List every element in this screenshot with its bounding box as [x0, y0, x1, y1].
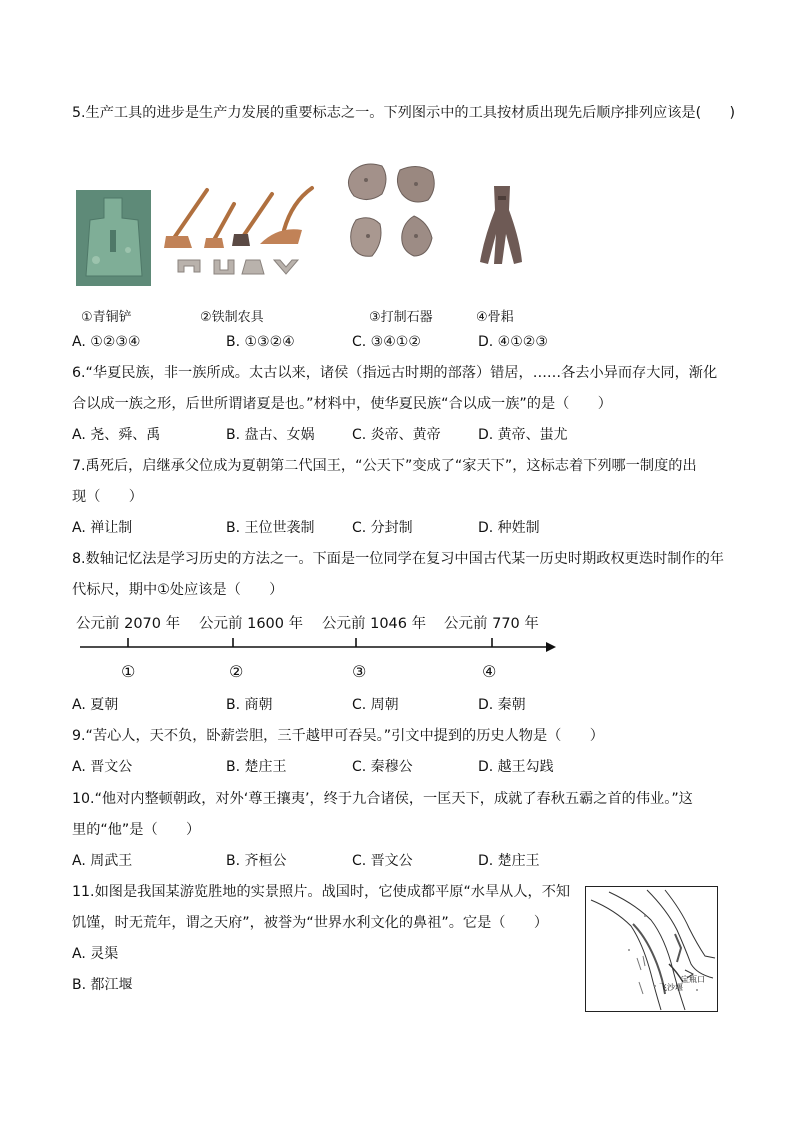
- q10-option-b[interactable]: B. 齐桓公: [226, 853, 287, 869]
- q8-option-d[interactable]: D. 秦朝: [478, 697, 526, 713]
- question-11-line-2: 饥馑，时无荒年，谓之天府”，被誉为“世界水利文化的鼻祖”。它是（ ）: [72, 915, 549, 931]
- q6-option-d[interactable]: D. 黄帝、蚩尤: [478, 427, 568, 443]
- map-label-feishayan: 飞沙堰: [659, 983, 683, 992]
- caption-bronze-shovel: ①青铜铲: [81, 310, 132, 325]
- timeline-mark-4: ④: [482, 662, 497, 681]
- timeline-label-2: 公元前 1600 年: [199, 616, 304, 632]
- caption-bone-plough: ④骨耜: [476, 310, 514, 325]
- bronze-shovel-image: [76, 190, 151, 286]
- bone-plough-image: [476, 184, 526, 268]
- question-7-line-2: 现（ ）: [72, 489, 143, 505]
- q5-option-d[interactable]: D. ④①②③: [478, 334, 548, 350]
- question-6-line-1: 6.“华夏民族，非一族所成。太古以来，诸侯（指远古时期的部落）错居，……各去小异而存大同，渐化: [72, 365, 718, 381]
- q10-option-a[interactable]: A. 周武王: [72, 853, 133, 869]
- q9-option-a[interactable]: A. 晋文公: [72, 759, 133, 775]
- iron-tools-image: [162, 182, 322, 286]
- q6-option-b[interactable]: B. 盘古、女娲: [226, 427, 315, 443]
- question-8-line-1: 8.数轴记忆法是学习历史的方法之一。下面是一位同学在复习中国古代某一历史时期政权更迭时制作的年: [72, 551, 724, 567]
- q10-option-d[interactable]: D. 楚庄王: [478, 853, 540, 869]
- q9-option-d[interactable]: D. 越王勾践: [478, 759, 554, 775]
- caption-stone-tools: ③打制石器: [369, 310, 433, 325]
- q11-option-b[interactable]: B. 都江堰: [72, 977, 133, 993]
- timeline-label-3: 公元前 1046 年: [322, 616, 427, 632]
- question-6-line-2: 合以成一族之形，后世所谓诸夏是也。”材料中，使华夏民族“合以成一族”的是（ ）: [72, 396, 612, 412]
- dujiangyan-map: [585, 886, 718, 1012]
- q7-option-c[interactable]: C. 分封制: [352, 520, 413, 536]
- map-label-baopingkou: 宝瓶口: [681, 975, 705, 984]
- q6-option-c[interactable]: C. 炎帝、黄帝: [352, 427, 441, 443]
- q5-option-a[interactable]: A. ①②③④: [72, 334, 141, 350]
- q7-option-d[interactable]: D. 种姓制: [478, 520, 540, 536]
- q7-option-b[interactable]: B. 王位世袭制: [226, 520, 315, 536]
- q8-option-b[interactable]: B. 商朝: [226, 697, 273, 713]
- timeline-mark-3: ③: [352, 662, 367, 681]
- timeline-mark-2: ②: [229, 662, 244, 681]
- caption-iron-tools: ②铁制农具: [200, 310, 264, 325]
- q9-option-c[interactable]: C. 秦穆公: [352, 759, 413, 775]
- question-10-line-2: 里的“他”是（ ）: [72, 822, 201, 838]
- q9-option-b[interactable]: B. 楚庄王: [226, 759, 287, 775]
- question-7-line-1: 7.禹死后，启继承父位成为夏朝第二代国王，“公天下”变成了“家天下”，这标志着下列哪一制度的出: [72, 458, 697, 474]
- chipped-stone-tools-image: [342, 160, 442, 274]
- timeline-axis: [80, 636, 560, 658]
- timeline-mark-1: ①: [121, 662, 136, 681]
- timeline-label-1: 公元前 2070 年: [76, 616, 181, 632]
- q8-option-a[interactable]: A. 夏朝: [72, 697, 119, 713]
- question-5-text: 5.生产工具的进步是生产力发展的重要标志之一。下列图示中的工具按材质出现先后顺序排列应该是( ): [72, 105, 736, 121]
- question-8-line-2: 代标尺，期中①处应该是（ ）: [72, 582, 284, 598]
- q8-option-c[interactable]: C. 周朝: [352, 697, 399, 713]
- q10-option-c[interactable]: C. 晋文公: [352, 853, 413, 869]
- question-10-line-1: 10.“他对内整顿朝政，对外‘尊王攘夷’，终于九合诸侯，一匡天下，成就了春秋五霸之首的伟业。”这: [72, 791, 693, 807]
- q7-option-a[interactable]: A. 禅让制: [72, 520, 133, 536]
- question-11-line-1: 11.如图是我国某游览胜地的实景照片。战国时，它使成都平原“水旱从人，不知: [72, 884, 571, 900]
- timeline-label-4: 公元前 770 年: [444, 616, 539, 632]
- q11-option-a[interactable]: A. 灵渠: [72, 946, 119, 962]
- q5-option-c[interactable]: C. ③④①②: [352, 334, 421, 350]
- question-9-text: 9.“苦心人，天不负，卧薪尝胆，三千越甲可吞吴。”引文中提到的历史人物是（ ）: [72, 728, 604, 744]
- q6-option-a[interactable]: A. 尧、舜、禹: [72, 427, 161, 443]
- q5-option-b[interactable]: B. ①③②④: [226, 334, 295, 350]
